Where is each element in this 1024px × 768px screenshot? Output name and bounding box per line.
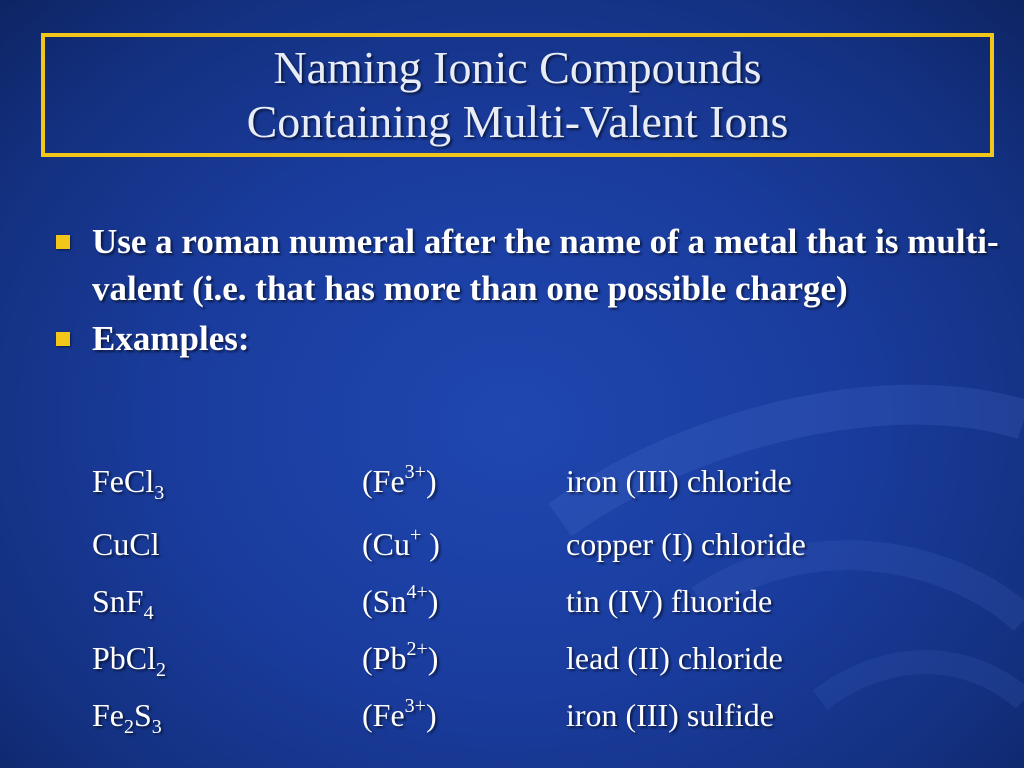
compound-name: copper (I) chloride xyxy=(566,526,806,562)
ion-charge xyxy=(362,695,437,735)
text-part: ) xyxy=(425,463,437,499)
text-part: (Sn xyxy=(362,583,407,619)
text-part: ) xyxy=(427,583,439,619)
bullet-item xyxy=(56,218,1006,312)
formula xyxy=(92,581,154,624)
text-part: ) xyxy=(425,697,437,733)
bullet-item xyxy=(56,315,1006,362)
text-part: ) xyxy=(427,640,439,676)
formula xyxy=(92,524,160,564)
compound-name: iron (III) sulfide xyxy=(566,697,774,733)
text-part: Fe xyxy=(92,697,124,733)
subscript: 3 xyxy=(151,716,162,738)
subscript: 2 xyxy=(124,716,134,738)
bullet-list xyxy=(56,218,1006,362)
text-part: CuCl xyxy=(92,526,160,562)
slide-title-line-2: Containing Multi-Valent Ions xyxy=(246,96,789,147)
compound-name: tin (IV) fluoride xyxy=(566,583,773,619)
ion-charge xyxy=(362,461,437,501)
subscript: 3 xyxy=(154,482,165,504)
title-box xyxy=(41,33,994,157)
compound-name: iron (III) chloride xyxy=(566,463,792,499)
formula xyxy=(92,461,165,504)
ion-charge xyxy=(362,581,438,621)
formula xyxy=(92,695,162,738)
text-part: (Cu xyxy=(362,526,410,562)
superscript: 3+ xyxy=(404,695,426,717)
text-part: (Pb xyxy=(362,640,407,676)
superscript: 4+ xyxy=(406,581,428,603)
bullet-text: Use a roman numeral after the name of a metal that is multi-valent (i.e. that has more than one possible charge) xyxy=(92,222,999,308)
ion-charge xyxy=(362,524,440,564)
superscript: 3+ xyxy=(404,461,426,483)
text-part: FeCl xyxy=(92,463,155,499)
text-part: ) xyxy=(421,526,440,562)
bullet-text: Examples: xyxy=(92,319,250,358)
formula xyxy=(92,638,167,681)
text-part: (Fe xyxy=(362,463,405,499)
ion-charge xyxy=(362,638,438,678)
compound-name: lead (II) chloride xyxy=(566,640,783,676)
superscript: 2+ xyxy=(406,638,428,660)
superscript: + xyxy=(410,524,422,546)
square-bullet-icon xyxy=(56,332,70,346)
text-part: (Fe xyxy=(362,697,405,733)
subscript: 4 xyxy=(143,602,154,624)
text-part: S xyxy=(134,697,152,733)
subscript: 2 xyxy=(156,659,167,681)
text-part: SnF xyxy=(92,583,144,619)
text-part: PbCl xyxy=(92,640,157,676)
slide-title-line-1: Naming Ionic Compounds xyxy=(273,42,762,93)
square-bullet-icon xyxy=(56,235,70,249)
